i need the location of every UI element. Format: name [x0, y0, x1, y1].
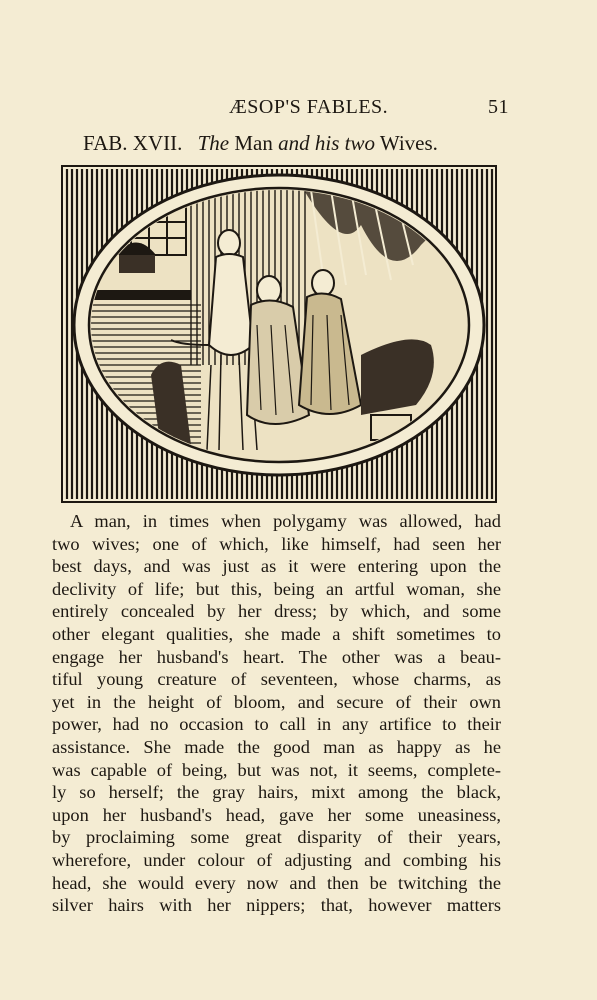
body-line: engage her husband's heart. The other was a beau-	[52, 646, 501, 667]
page-number: 51	[488, 96, 509, 118]
body-line: yet in the height of bloom, and secure of their own	[52, 691, 501, 712]
fable-body	[52, 510, 501, 917]
body-line: silver hairs with her nippers; that, however matters	[52, 895, 501, 916]
body-line: best days, and was just as it were entering upon the	[52, 556, 501, 577]
running-title: ÆSOP'S FABLES.	[229, 96, 389, 118]
body-line: ly so herself; the gray hairs, mixt among the black,	[52, 782, 501, 803]
body-line: declivity of life; but this, being an artful woman, she	[52, 578, 501, 599]
body-line: was capable of being, but was not, it seems, complete-	[52, 759, 501, 780]
fable-number: FAB. XVII.	[83, 131, 183, 155]
body-line: wherefore, under colour of adjusting and combing his	[52, 849, 501, 870]
fable-title-word: Wives.	[379, 131, 438, 155]
running-head	[0, 96, 597, 120]
woodcut-illustration	[61, 165, 497, 505]
body-line: head, she would every now and then be twitching the	[52, 872, 501, 893]
body-line: A man, in times when polygamy was allowed, had	[70, 511, 501, 531]
body-line: tiful young creature of seventeen, whose charms, as	[52, 669, 501, 690]
body-line: other elegant qualities, she made a shift sometimes to	[52, 623, 501, 644]
fable-title-word: two	[344, 131, 375, 155]
body-line: assistance. She made the good man as happy as he	[52, 736, 501, 757]
fable-heading	[83, 131, 438, 156]
body-line: power, had no occasion to call in any artifice to their	[52, 714, 501, 735]
fable-title-word: his	[314, 131, 340, 155]
fable-title-word: The	[197, 131, 230, 155]
body-line: by proclaiming some great disparity of their years,	[52, 827, 501, 848]
fable-title-word: and	[278, 131, 310, 155]
body-line: two wives; one of which, like himself, had seen her	[52, 533, 501, 554]
fable-title-word: Man	[234, 131, 273, 155]
body-line: upon her husband's head, gave her some uneasiness,	[52, 804, 501, 825]
body-line: entirely concealed by her dress; by which, and some	[52, 601, 501, 622]
